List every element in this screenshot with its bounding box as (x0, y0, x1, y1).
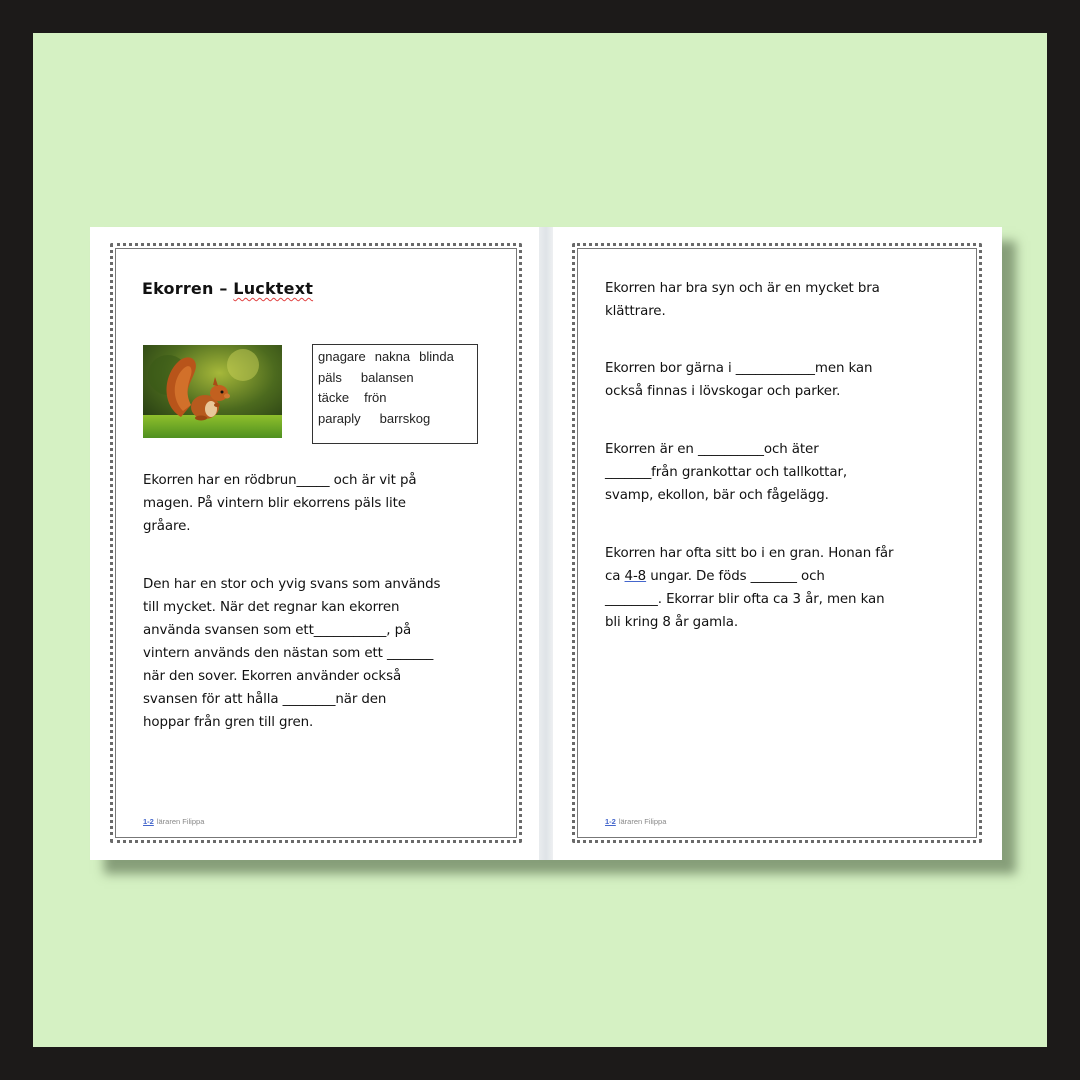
worksheet-title: Ekorren – Lucktext (142, 279, 314, 298)
author-logo-icon: 1-2 (143, 817, 154, 826)
word-bank-row: täcke frön (318, 390, 387, 405)
word-bank-row: paraply barrskog (318, 410, 431, 426)
spellcheck-underlined-word: Lucktext (233, 279, 314, 298)
worksheet-spread (90, 227, 1002, 860)
squirrel-photo (143, 345, 282, 438)
word-bank-row: päls balansen (318, 369, 414, 385)
page-gutter (539, 227, 553, 860)
paragraph-diet: Ekorren är en __________och äter _______från grankottar och tallkottar, svamp, ekollon, bär och fågelägg. (605, 442, 848, 503)
word-bank-row: gnagare nakna blinda (318, 349, 454, 364)
underlined-number: 4-8 (624, 569, 647, 584)
page-footer: 1-2 läraren Filippa (143, 817, 205, 826)
author-logo-icon: 1-2 (605, 817, 616, 826)
word-bank (312, 344, 478, 444)
paragraph-fur: Ekorren har en rödbrun_____ och är vit på magen. På vintern blir ekorrens päls lite gråare. (143, 473, 417, 534)
left-page (110, 243, 522, 843)
page-footer: 1-2 läraren Filippa (605, 817, 667, 826)
paragraph-tail: Den har en stor och yvig svans som används till mycket. När det regnar kan ekorren använda svansen som ett___________, på vintern används den nästan som ett _______ när den sover. Ekorren använder också svansen för att hålla ________när den hoppar från gren till gren. (143, 577, 441, 730)
paragraph-nest: Ekorren har ofta sitt bo i en gran. Honan får ca 4-8 ungar. De föds _______ och ________. Ekorrar blir ofta ca 3 år, men kan bli kring 8 år gamla. (605, 546, 894, 630)
paragraph-habitat: Ekorren bor gärna i ____________men kan också finnas i lövskogar och parker. (605, 361, 873, 399)
paragraph-sight: Ekorren har bra syn och är en mycket bra klättrare. (605, 281, 880, 319)
right-page (572, 243, 982, 843)
